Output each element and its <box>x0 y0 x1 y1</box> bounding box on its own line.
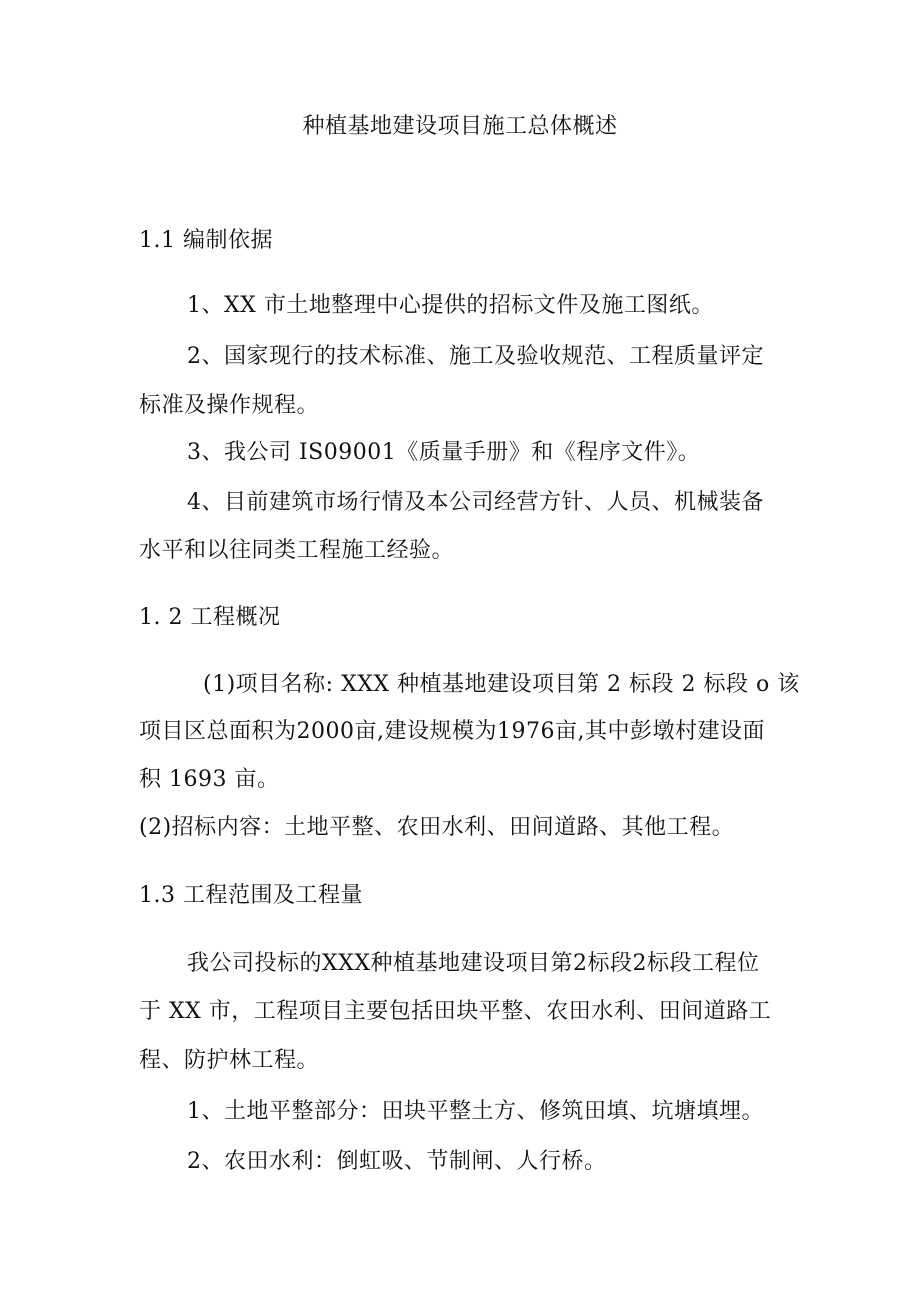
document-title: 种植基地建设项目施工总体概述 <box>302 114 618 139</box>
paragraph-line: 于 XX 市，工程项目主要包括田块平整、农田水利、田间道路工 <box>139 999 772 1024</box>
paragraph-line: 积 1693 亩。 <box>139 767 280 792</box>
section-heading-1-1: 1.1 编制依据 <box>139 228 273 253</box>
paragraph-line: 我公司投标的XXX种植基地建设项目第2标段2标段工程位 <box>187 951 760 976</box>
paragraph-line: 程、防护林工程。 <box>139 1048 320 1073</box>
paragraph-line: 1、XX 市土地整理中心提供的招标文件及施工图纸。 <box>187 293 714 318</box>
section-heading-1-3: 1.3 工程范围及工程量 <box>139 883 363 908</box>
paragraph-line: 1、土地平整部分：田块平整土方、修筑田填、坑塘填埋。 <box>187 1099 764 1124</box>
paragraph-line: 2、国家现行的技术标准、施工及验收规范、工程质量评定 <box>187 344 764 369</box>
paragraph-line: 4、目前建筑市场行情及本公司经营方针、人员、机械装备 <box>187 490 764 515</box>
paragraph-line: 2、农田水利：倒虹吸、节制闸、人行桥。 <box>187 1149 607 1174</box>
paragraph-line: 项目区总面积为2000亩,建设规模为1976亩,其中彭墩村建设面 <box>139 719 765 744</box>
section-heading-1-2: 1. 2 工程概况 <box>139 605 281 630</box>
paragraph-line: (2)招标内容：土地平整、农田水利、田间道路、其他工程。 <box>139 815 735 840</box>
paragraph-line: 水平和以往同类工程施工经验。 <box>139 538 455 563</box>
paragraph-line: (1)项目名称: XXX 种植基地建设项目第 2 标段 2 标段 o 该 <box>203 672 800 697</box>
paragraph-line: 标准及操作规程。 <box>139 393 320 418</box>
paragraph-line: 3、我公司 IS09001《质量手册》和《程序文件》。 <box>187 440 701 465</box>
